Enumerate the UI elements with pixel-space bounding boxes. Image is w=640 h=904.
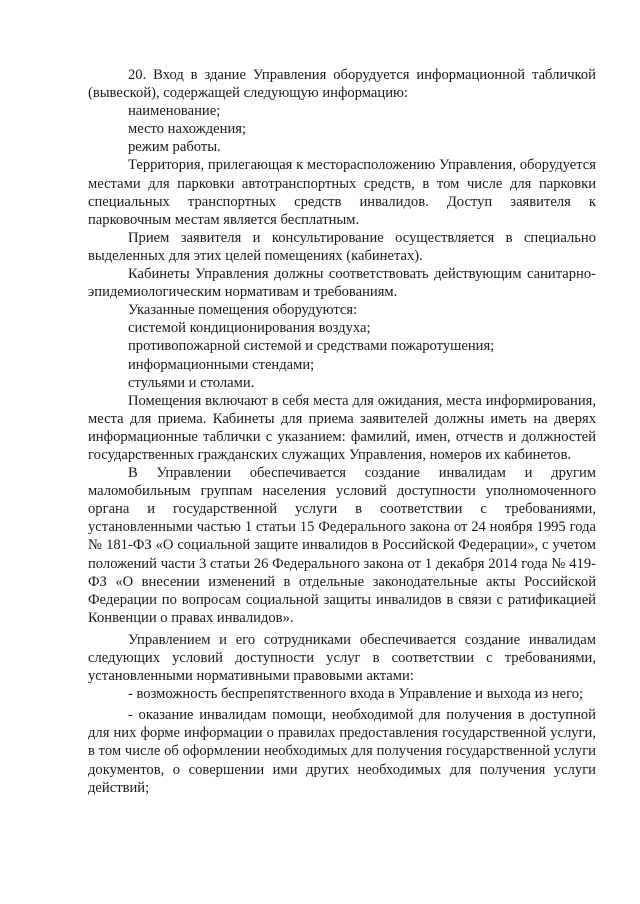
paragraph-conditions: Управлением и его сотрудниками обеспечивается создание инвалидам следующих условий доступности услуг в соответствии с требованиями, установленными нормативными правовыми актами:: [88, 631, 596, 685]
list-item-name: наименование;: [128, 103, 221, 120]
list-item-info-stands: информационными стендами;: [128, 356, 315, 373]
list-item-fire-safety: противопожарной системой и средствами пожаротушения;: [128, 338, 495, 355]
paragraph-reception: Прием заявителя и консультирование осуществляется в специально выделенных для этих целей помещениях (кабинетах).: [88, 229, 596, 264]
paragraph-assistance: - оказание инвалидам помощи, необходимой для получения в доступной для них форме информации о правилах предоставления государственной услуги, в том числе об оформлении необходимых для получения государственной услуги документов, о совершении ими других необходимых для получения услуги действий;: [88, 707, 596, 796]
paragraph-entry-exit: - возможность беспрепятственного входа в Управление и выхода из него;: [128, 686, 584, 703]
paragraph-premises: Помещения включают в себя места для ожидания, места информирования, места для приема. Кабинеты для приема заявителей должны иметь на дверях информационные таблички с указанием: фамилий, имен, отчеств и должностей государственных гражданских служащих Управления, номеров их кабинетов.: [88, 392, 596, 463]
document-page: [88, 66, 596, 797]
paragraph-accessibility: В Управлении обеспечивается создание инвалидам и другим маломобильным группам населения условий доступности уполномоченного органа и государственной услуги в соответствии с требованиями, установленными частью 1 статьи 15 Федерального закона от 24 ноября 1995 года № 181-ФЗ «О социальной защите инвалидов в Российской Федерации», с учетом положений части 3 статьи 26 Федерального закона от 1 декабря 2014 года № 419-ФЗ «О внесении изменений в отдельные законодательные акты Российской Федерации по вопросам социальной защиты инвалидов в связи с ратификацией Конвенции о правах инвалидов».: [88, 465, 596, 626]
list-item-chairs-tables: стульями и столами.: [128, 374, 255, 391]
list-item-location: место нахождения;: [128, 121, 247, 138]
paragraph-territory: Территория, прилегающая к месторасположению Управления, оборудуется местами для парковки автотранспортных средств, в том числе для парковки специальных транспортных средств инвалидов. Доступ заявителя к парковочным местам является бесплатным.: [88, 157, 596, 228]
paragraph-cabinets: Кабинеты Управления должны соответствовать действующим санитарно-эпидемиологическим нормативам и требованиям.: [88, 266, 596, 301]
list-item-air-conditioning: системой кондиционирования воздуха;: [128, 320, 371, 337]
paragraph-entrance: 20. Вход в здание Управления оборудуется информационной табличкой (вывеской), содержащей следующую информацию:: [88, 67, 596, 102]
list-item-hours: режим работы.: [128, 139, 221, 156]
paragraph-equipment-intro: Указанные помещения оборудуются:: [128, 302, 358, 319]
